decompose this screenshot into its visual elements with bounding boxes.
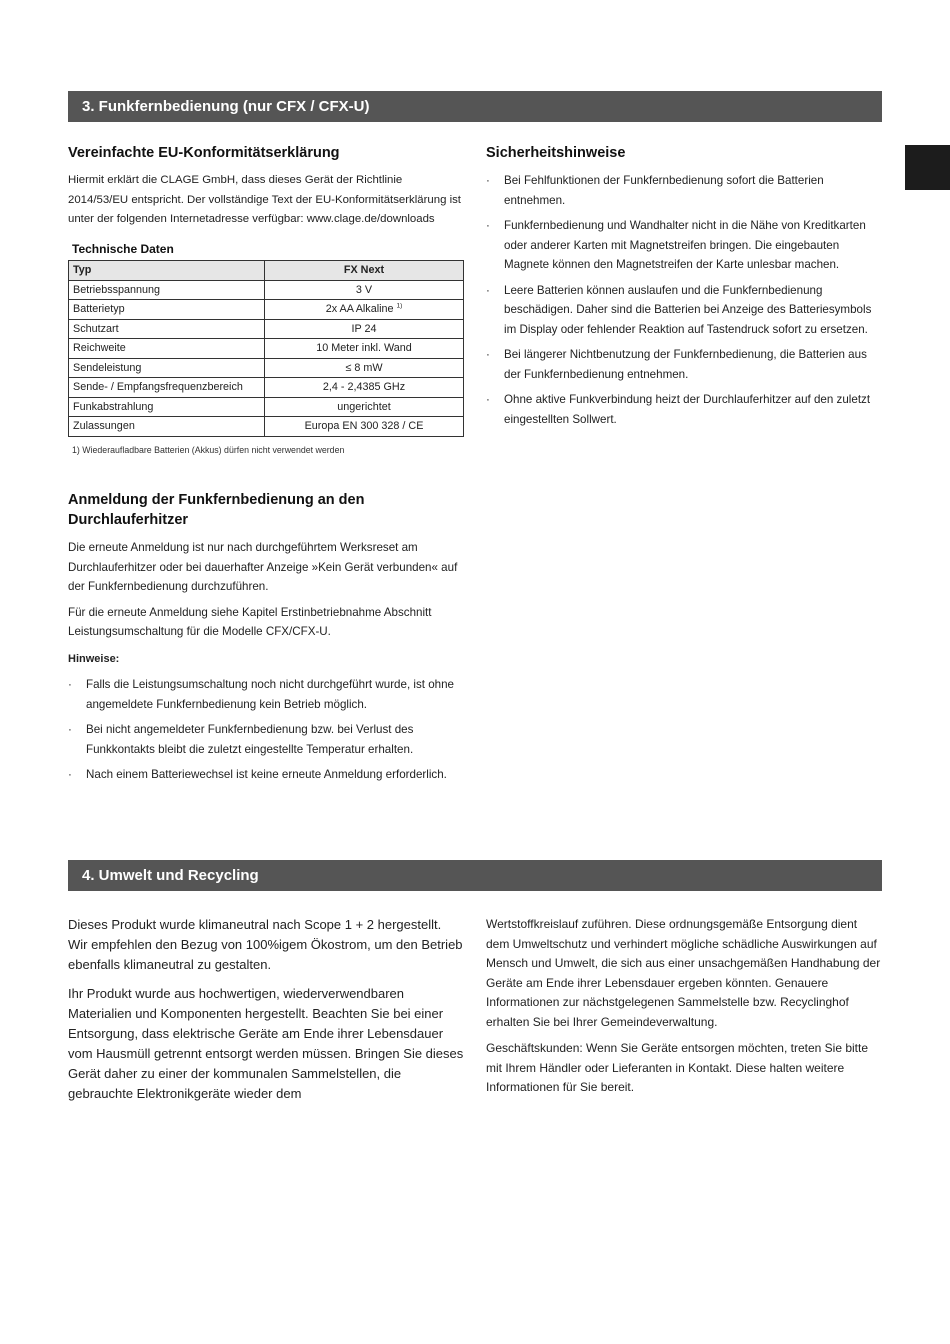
table-cell-value: 2,4 - 2,4385 GHz	[265, 378, 464, 398]
table-cell-value: ungerichtet	[265, 397, 464, 417]
registration-paragraph-1: Die erneute Anmeldung ist nur nach durchgeführtem Werksreset am Durchlauferhitzer oder bei dauerhafter Anzeige »Kein Gerät verbunden« auf der Funkfernbedienung durchzuführen.	[68, 541, 458, 593]
section-3-header	[68, 91, 882, 122]
list-item: · Leere Batterien können auslaufen und die Funkfernbedienung beschädigen. Daher sind die Batterien bei Anzeige des Batteriesymbols im Display oder fehlender Reaktion auf Tastendruck sofort zu ersetzen.	[486, 283, 872, 336]
table-cell-label: Reichweite	[69, 339, 265, 359]
safety-list	[486, 171, 882, 429]
table-header-typ: Typ	[69, 261, 265, 281]
table-row	[69, 358, 464, 378]
list-item-text: Bei nicht angemeldeter Funkfernbedienung bzw. bei Verlust des Funkkontakts bleibt die zuletzt eingestellte Temperatur erhalten.	[86, 723, 414, 756]
list-item: · Bei Fehlfunktionen der Funkfernbedienung sofort die Batterien entnehmen.	[486, 174, 824, 207]
tech-data-table	[68, 260, 464, 437]
list-item-text: Funkfernbedienung und Wandhalter nicht in die Nähe von Kreditkarten oder anderer Karten mit Magnetstreifen bringen. Die eingebauten Magnete können den Magnetstreifen der Karte unlesbar machen.	[504, 219, 866, 271]
list-item: · Funkfernbedienung und Wandhalter nicht in die Nähe von Kreditkarten oder anderer Karten mit Magnetstreifen bringen. Die eingebauten Magnete können den Magnetstreifen der Karte unlesbar machen.	[486, 219, 866, 271]
recycling-paragraph-2: Ihr Produkt wurde aus hochwertigen, wiederverwendbaren Materialien und Komponenten hergestellt. Beachten Sie bei einer Entsorgung, dass elektrische Geräte am Ende ihrer Lebensdauer vom Hausmüll getrennt entsorgt werden müssen. Bringen Sie dieses Gerät daher zu einer der kommunalen Sammelstellen, die gebrauchte Elektronikgeräte wieder dem	[68, 986, 464, 1101]
table-header-row	[69, 261, 464, 281]
table-row	[69, 339, 464, 359]
table-row	[69, 300, 464, 320]
table-row	[69, 378, 464, 398]
recycling-paragraph-3: Wertstoffkreislauf zuführen. Diese ordnungsgemäße Entsorgung dient dem Umweltschutz und verhindert mögliche schädliche Auswirkungen auf Mensch und Umwelt, die sich aus einer unsachgemäßen Handhabung der Geräte am Ende ihrer Lebensdauer ergeben könnten. Genauere Informationen zur nächstgelegenen Sammelstelle bzw. Recyclinghof erhalten Sie bei Ihrer Gemeindeverwaltung.	[486, 917, 881, 1029]
table-footnote: 1) Wiederaufladbare Batterien (Akkus) dürfen nicht verwendet werden	[72, 444, 345, 455]
table-cell-label: Sendeleistung	[69, 358, 265, 378]
table-cell-label: Batterietyp	[69, 300, 265, 320]
section-4-left-column	[68, 915, 464, 1113]
tech-data-heading: Technische Daten	[72, 241, 174, 256]
table-row	[69, 397, 464, 417]
list-item: · Bei nicht angemeldeter Funkfernbedienung bzw. bei Verlust des Funkkontakts bleibt die zuletzt eingestellte Temperatur erhalten.	[68, 723, 414, 756]
table-cell-label: Schutzart	[69, 319, 265, 339]
table-cell-label: Zulassungen	[69, 417, 265, 437]
table-row	[69, 280, 464, 300]
list-item: · Falls die Leistungsumschaltung noch nicht durchgeführt wurde, ist ohne angemeldete Funkfernbedienung kein Betrieb möglich.	[68, 678, 454, 711]
section-3-title: 3. Funkfernbedienung (nur CFX / CFX-U)	[82, 98, 370, 115]
registration-heading: Anmeldung der Funkfernbedienung an den Durchlauferhitzer	[68, 492, 365, 528]
footnote-marker: 1)	[396, 302, 403, 310]
section-4-header	[68, 860, 882, 891]
table-header-model: FX Next	[265, 261, 464, 281]
list-item-text: Bei längerer Nichtbenutzung der Funkfernbedienung, die Batterien aus der Funkfernbedienung entnehmen.	[504, 348, 867, 381]
list-item-text: Bei Fehlfunktionen der Funkfernbedienung sofort die Batterien entnehmen.	[504, 174, 824, 207]
section-4-right-column	[486, 915, 882, 1105]
recycling-paragraph-4: Geschäftskunden: Wenn Sie Geräte entsorgen möchten, treten Sie bitte mit Ihrem Händler oder Lieferanten in Kontakt. Diese halten weitere Informationen für Sie bereit.	[486, 1041, 869, 1094]
table-cell-value: 10 Meter inkl. Wand	[265, 339, 464, 359]
list-item: · Nach einem Batteriewechsel ist keine erneute Anmeldung erforderlich.	[68, 768, 447, 781]
table-cell-label: Funkabstrahlung	[69, 397, 265, 417]
list-item-text: Ohne aktive Funkverbindung heizt der Durchlauferhitzer auf den zuletzt eingestellten Sollwert.	[504, 393, 871, 426]
recycling-paragraph-1: Dieses Produkt wurde klimaneutral nach Scope 1 + 2 hergestellt. Wir empfehlen den Bezug von 100%igem Ökostrom, um den Betrieb ebenfalls klimaneutral zu gestalten.	[68, 917, 463, 972]
table-cell-value: IP 24	[265, 319, 464, 339]
table-row	[69, 417, 464, 437]
registration-paragraph-2: Für die erneute Anmeldung siehe Kapitel Erstinbetriebnahme Abschnitt Leistungsumschaltung für die Modelle CFX/CFX-U.	[68, 605, 432, 638]
chapter-tab-marker	[905, 145, 950, 190]
section-4-title: 4. Umwelt und Recycling	[82, 867, 259, 884]
table-cell-label: Betriebsspannung	[69, 280, 265, 300]
eu-conformity-heading: Vereinfachte EU-Konformitätserklärung	[68, 145, 340, 161]
section-3-left-column	[68, 143, 464, 791]
table-row	[69, 319, 464, 339]
list-item-text: Falls die Leistungsumschaltung noch nicht durchgeführt wurde, ist ohne angemeldete Funkfernbedienung kein Betrieb möglich.	[86, 678, 454, 711]
table-cell-value	[265, 300, 464, 320]
battery-type-value: 2x AA Alkaline	[325, 303, 394, 316]
section-3-right-column	[486, 143, 882, 435]
table-cell-value: 3 V	[265, 280, 464, 300]
eu-conformity-text: Hiermit erklärt die CLAGE GmbH, dass dieses Gerät der Richtlinie 2014/53/EU entspricht. Der vollständige Text der EU-Konformitätserklärung ist unter der folgenden Internetadresse verfügbar: www.clage.de/downloads	[68, 174, 461, 225]
list-item: · Bei längerer Nichtbenutzung der Funkfernbedienung, die Batterien aus der Funkfernbedienung entnehmen.	[486, 348, 867, 381]
notes-list	[68, 675, 464, 785]
list-item-text: Nach einem Batteriewechsel ist keine erneute Anmeldung erforderlich.	[86, 768, 447, 781]
list-item: · Ohne aktive Funkverbindung heizt der Durchlauferhitzer auf den zuletzt eingestellten Sollwert.	[486, 393, 871, 426]
table-cell-value: Europa EN 300 328 / CE	[265, 417, 464, 437]
table-cell-value: ≤ 8 mW	[265, 358, 464, 378]
table-cell-label: Sende- / Empfangsfrequenzbereich	[69, 378, 265, 398]
notes-label: Hinweise:	[68, 652, 120, 665]
safety-heading: Sicherheitshinweise	[486, 145, 626, 161]
list-item-text: Leere Batterien können auslaufen und die Funkfernbedienung beschädigen. Daher sind die Batterien bei Anzeige des Batteriesymbols im Display oder fehlender Reaktion auf Tastendruck sofort zu ersetzen.	[504, 283, 872, 336]
